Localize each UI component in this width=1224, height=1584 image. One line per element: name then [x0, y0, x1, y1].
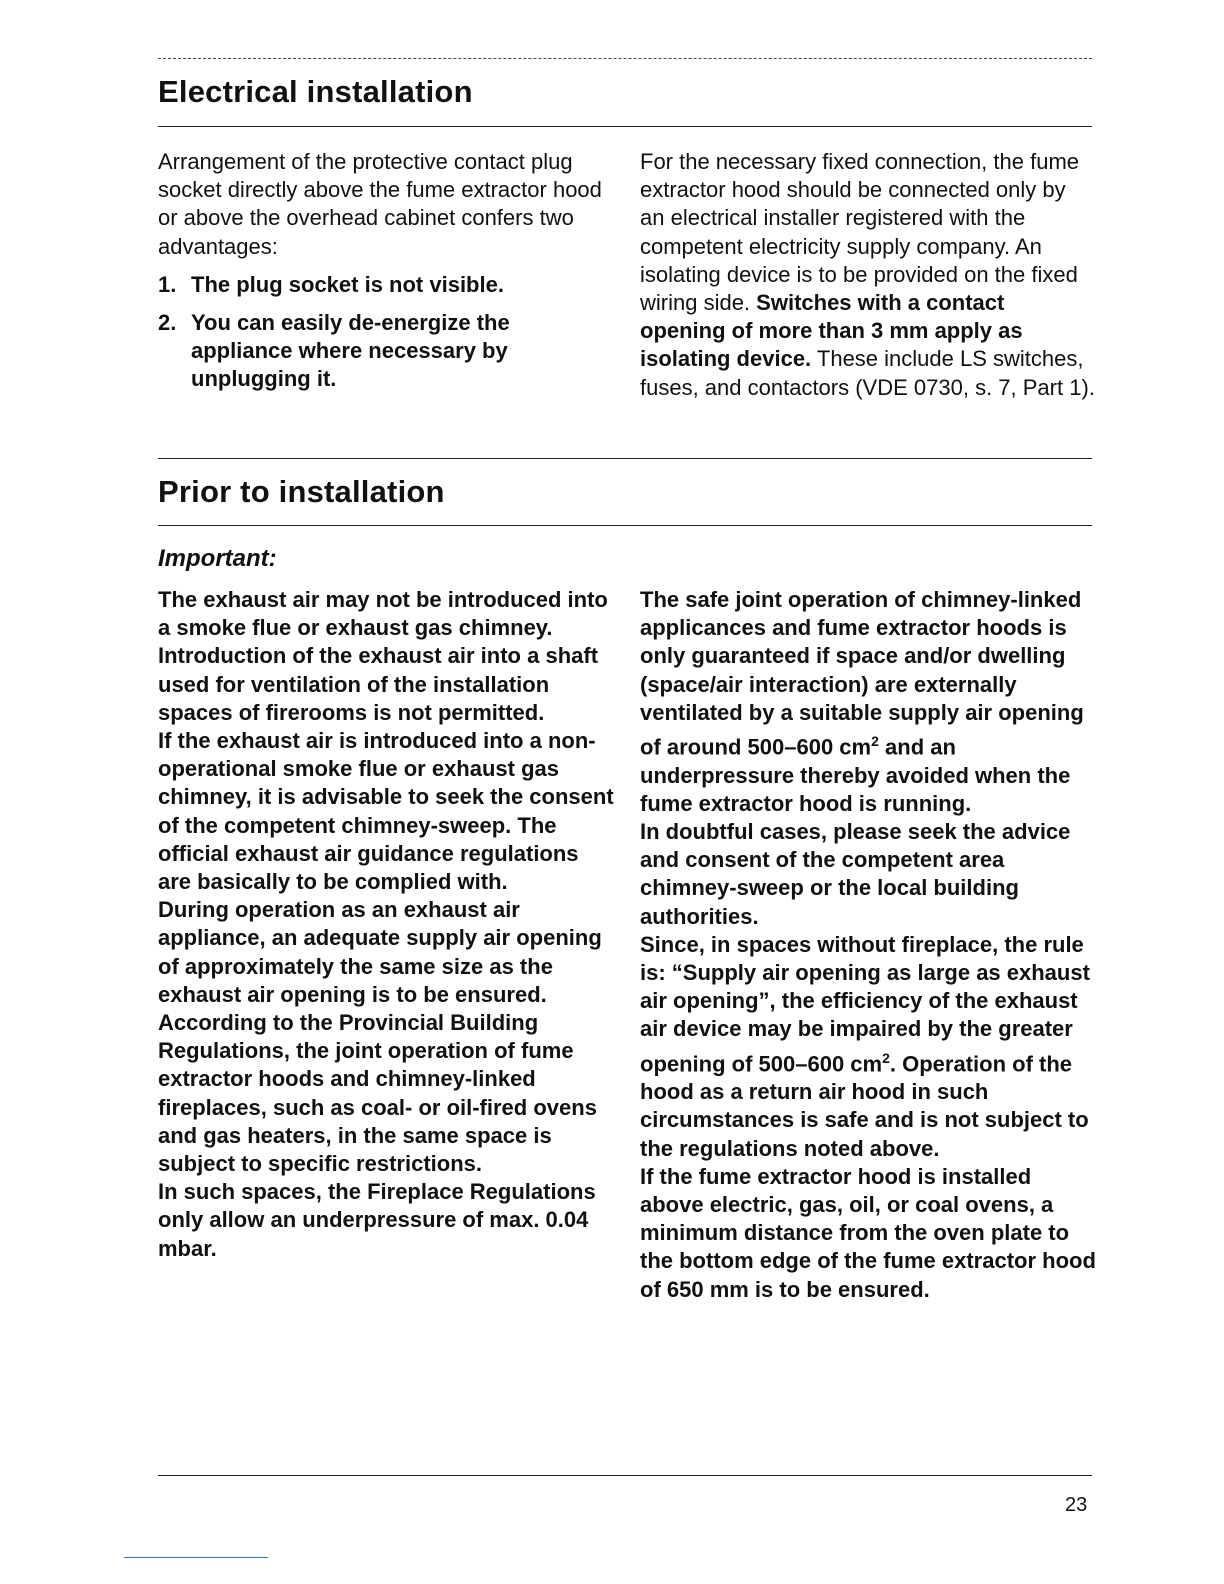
top-rule: [158, 58, 1092, 59]
prior-paragraph: If the fume extractor hood is installed above electric, gas, oil, or coal ovens, a minimum distance from the oven plate to the bottom edge of the fume extractor hood of 650 mm is to be ensured.: [640, 1163, 1096, 1302]
prior-paragraph: Since, in spaces without fireplace, the rule is: “Supply air opening as large as exhaust air opening”, the efficiency of the exhaust air device may be impaired by the greater opening of 500–600 $cm^2$. Operation of the hood as a return air hood in such circumstances is safe and is not subject to the regulations noted above.: [640, 931, 1090, 1161]
isolating-device-note: Switches with a contact opening of more than 3 mm apply as isolating device.: [640, 290, 1023, 372]
section-rule-prior-top: [158, 458, 1092, 459]
prior-paragraph: During operation as an exhaust air appliance, an adequate supply air opening of approximately the same size as the exhaust air opening is to be ensured. According to the Provincial Building Regulations, the joint operation of fume extractor hoods and chimney-linked fireplaces, such as coal- or oil-fired ovens and gas heaters, in the same space is subject to specific restrictions.: [158, 897, 602, 1177]
electrical-intro: Arrangement of the protective contact plug socket directly above the fume extractor hood or above the overhead cabinet confers two advantages:: [158, 149, 602, 259]
footer-rule: [158, 1475, 1092, 1476]
prior-paragraph: In doubtful cases, please seek the advice and consent of the competent area chimney-sweep or the local building authorities.: [640, 818, 1071, 929]
important-label: Important:: [158, 545, 277, 572]
prior-paragraph: The exhaust air may not be introduced into a smoke flue or exhaust gas chimney. Introduction of the exhaust air into a shaft used for ventilation of the installation spaces of firerooms is not permitted.: [158, 587, 608, 725]
list-item: 2. You can easily de-energize the appliance where necessary by unplugging it.: [158, 310, 510, 392]
prior-paragraph: If the exhaust air is introduced into a non-operational smoke flue or exhaust gas chimney, it is advisable to seek the consent of the competent chimney-sweep. The official exhaust air guidance regulations are basically to be complied with.: [158, 728, 614, 895]
section-rule-prior-bottom: [158, 525, 1092, 526]
electrical-left-column: [158, 148, 623, 404]
prior-left-column: [158, 586, 616, 1263]
electrical-connection-text: For the necessary fixed connection, the fume extractor hood should be connected only by an electrical installer registered with the competent electricity supply company. An isolating device is to be provided on the fixed wiring side. Switches with a contact opening of more than 3 mm apply as isolating device. These include LS switches, fuses, and contactors (VDE 0730, s. 7, Part 1).: [640, 149, 1095, 400]
list-item: 1. The plug socket is not visible.: [158, 271, 504, 297]
section-rule-electrical: [158, 126, 1092, 127]
section-title-prior: Prior to installation: [158, 474, 445, 509]
section-title-electrical: Electrical installation: [158, 74, 473, 109]
page-number: 23: [1065, 1494, 1088, 1516]
advantages-list: [158, 271, 623, 394]
bottom-mark: [124, 1557, 268, 1558]
prior-paragraph: In such spaces, the Fireplace Regulations only allow an underpressure of max. 0.04 mbar.: [158, 1179, 596, 1261]
prior-paragraph: The safe joint operation of chimney-linked applicances and fume extractor hoods is only guaranteed if space and/or dwelling (space/air interaction) are externally ventilated by a suitable supply air opening of around 500–600 $cm^2$ and an underpressure thereby avoided when the fume extractor hood is running.: [640, 587, 1084, 816]
prior-right-column: [640, 586, 1098, 1304]
electrical-right-column: [640, 148, 1095, 402]
